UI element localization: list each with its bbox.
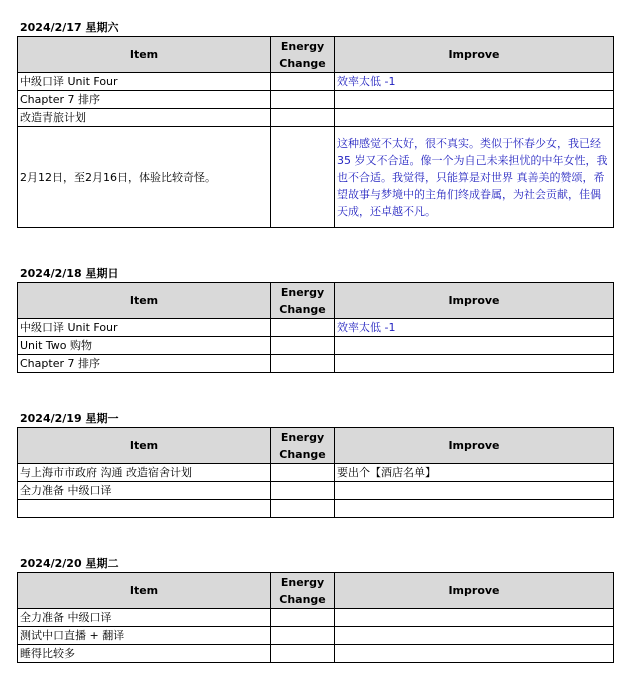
energy-cell[interactable] <box>271 109 335 127</box>
header-improve: Improve <box>335 573 614 609</box>
table-header-row <box>18 37 614 73</box>
table-header-row <box>18 283 614 319</box>
improve-cell[interactable] <box>335 355 614 373</box>
item-cell[interactable]: 全力准备 中级口译 <box>18 482 271 500</box>
table-row <box>18 109 614 127</box>
energy-cell[interactable] <box>271 337 335 355</box>
table-header-row <box>18 428 614 464</box>
item-cell[interactable]: 中级口译 Unit Four <box>18 73 271 91</box>
header-improve: Improve <box>335 283 614 319</box>
header-energy-change: Energy Change <box>271 37 335 73</box>
energy-cell[interactable] <box>271 482 335 500</box>
item-cell[interactable]: 与上海市市政府 沟通 改造宿舍计划 <box>18 464 271 482</box>
item-cell[interactable]: 2月12日，至2月16日，体验比较奇怪。 <box>18 127 271 228</box>
header-item: Item <box>18 283 271 319</box>
header-improve: Improve <box>335 37 614 73</box>
log-table <box>17 427 614 518</box>
section-date: 2024/2/17 星期六 <box>20 21 119 34</box>
header-item: Item <box>18 37 271 73</box>
table-header-row <box>18 573 614 609</box>
section-date: 2024/2/19 星期一 <box>20 412 119 425</box>
item-cell[interactable]: 改造青旅计划 <box>18 109 271 127</box>
energy-cell[interactable] <box>271 73 335 91</box>
improve-cell[interactable] <box>335 91 614 109</box>
header-energy-change: Energy Change <box>271 283 335 319</box>
item-cell[interactable]: 中级口译 Unit Four <box>18 319 271 337</box>
table-row <box>18 73 614 91</box>
table-row <box>18 627 614 645</box>
table-row <box>18 609 614 627</box>
item-cell[interactable]: 全力准备 中级口译 <box>18 609 271 627</box>
table-row <box>18 127 614 228</box>
item-cell[interactable]: Chapter 7 排序 <box>18 91 271 109</box>
header-item: Item <box>18 573 271 609</box>
table-row <box>18 337 614 355</box>
table-row <box>18 482 614 500</box>
improve-cell[interactable]: 效率太低 -1 <box>335 73 614 91</box>
improve-cell[interactable] <box>335 609 614 627</box>
improve-cell[interactable] <box>335 482 614 500</box>
table-row <box>18 645 614 663</box>
table-row <box>18 355 614 373</box>
table-row <box>18 500 614 518</box>
header-energy-change: Energy Change <box>271 573 335 609</box>
item-cell[interactable] <box>18 500 271 518</box>
energy-cell[interactable] <box>271 609 335 627</box>
table-row <box>18 91 614 109</box>
improve-cell[interactable]: 要出个【酒店名单】 <box>335 464 614 482</box>
energy-cell[interactable] <box>271 627 335 645</box>
improve-cell[interactable] <box>335 109 614 127</box>
improve-cell[interactable] <box>335 627 614 645</box>
section-date: 2024/2/20 星期二 <box>20 557 119 570</box>
section-date: 2024/2/18 星期日 <box>20 267 119 280</box>
energy-cell[interactable] <box>271 355 335 373</box>
log-table <box>17 282 614 373</box>
table-row <box>18 464 614 482</box>
improve-cell[interactable] <box>335 645 614 663</box>
header-energy-change: Energy Change <box>271 428 335 464</box>
energy-cell[interactable] <box>271 464 335 482</box>
energy-cell[interactable] <box>271 91 335 109</box>
header-improve: Improve <box>335 428 614 464</box>
item-cell[interactable]: Unit Two 购物 <box>18 337 271 355</box>
item-cell[interactable]: 测试中口直播 + 翻译 <box>18 627 271 645</box>
improve-cell[interactable] <box>335 500 614 518</box>
improve-cell[interactable]: 效率太低 -1 <box>335 319 614 337</box>
energy-cell[interactable] <box>271 319 335 337</box>
log-table <box>17 36 614 228</box>
table-row <box>18 319 614 337</box>
energy-cell[interactable] <box>271 500 335 518</box>
improve-cell[interactable] <box>335 337 614 355</box>
item-cell[interactable]: 睡得比较多 <box>18 645 271 663</box>
energy-cell[interactable] <box>271 645 335 663</box>
energy-cell[interactable] <box>271 127 335 228</box>
header-item: Item <box>18 428 271 464</box>
log-table <box>17 572 614 663</box>
item-cell[interactable]: Chapter 7 排序 <box>18 355 271 373</box>
improve-cell[interactable]: 这种感觉不太好，很不真实。类似于怀春少女，我已经 35 岁又不合适。像一个为自己未来担忧的中年女性，我也不合适。我觉得，只能算是对世界 真善美的赞颂，希望故事与梦境中的主角们终成眷属，为社会贡献，佳偶天成，还卓越不凡。 <box>335 127 614 228</box>
